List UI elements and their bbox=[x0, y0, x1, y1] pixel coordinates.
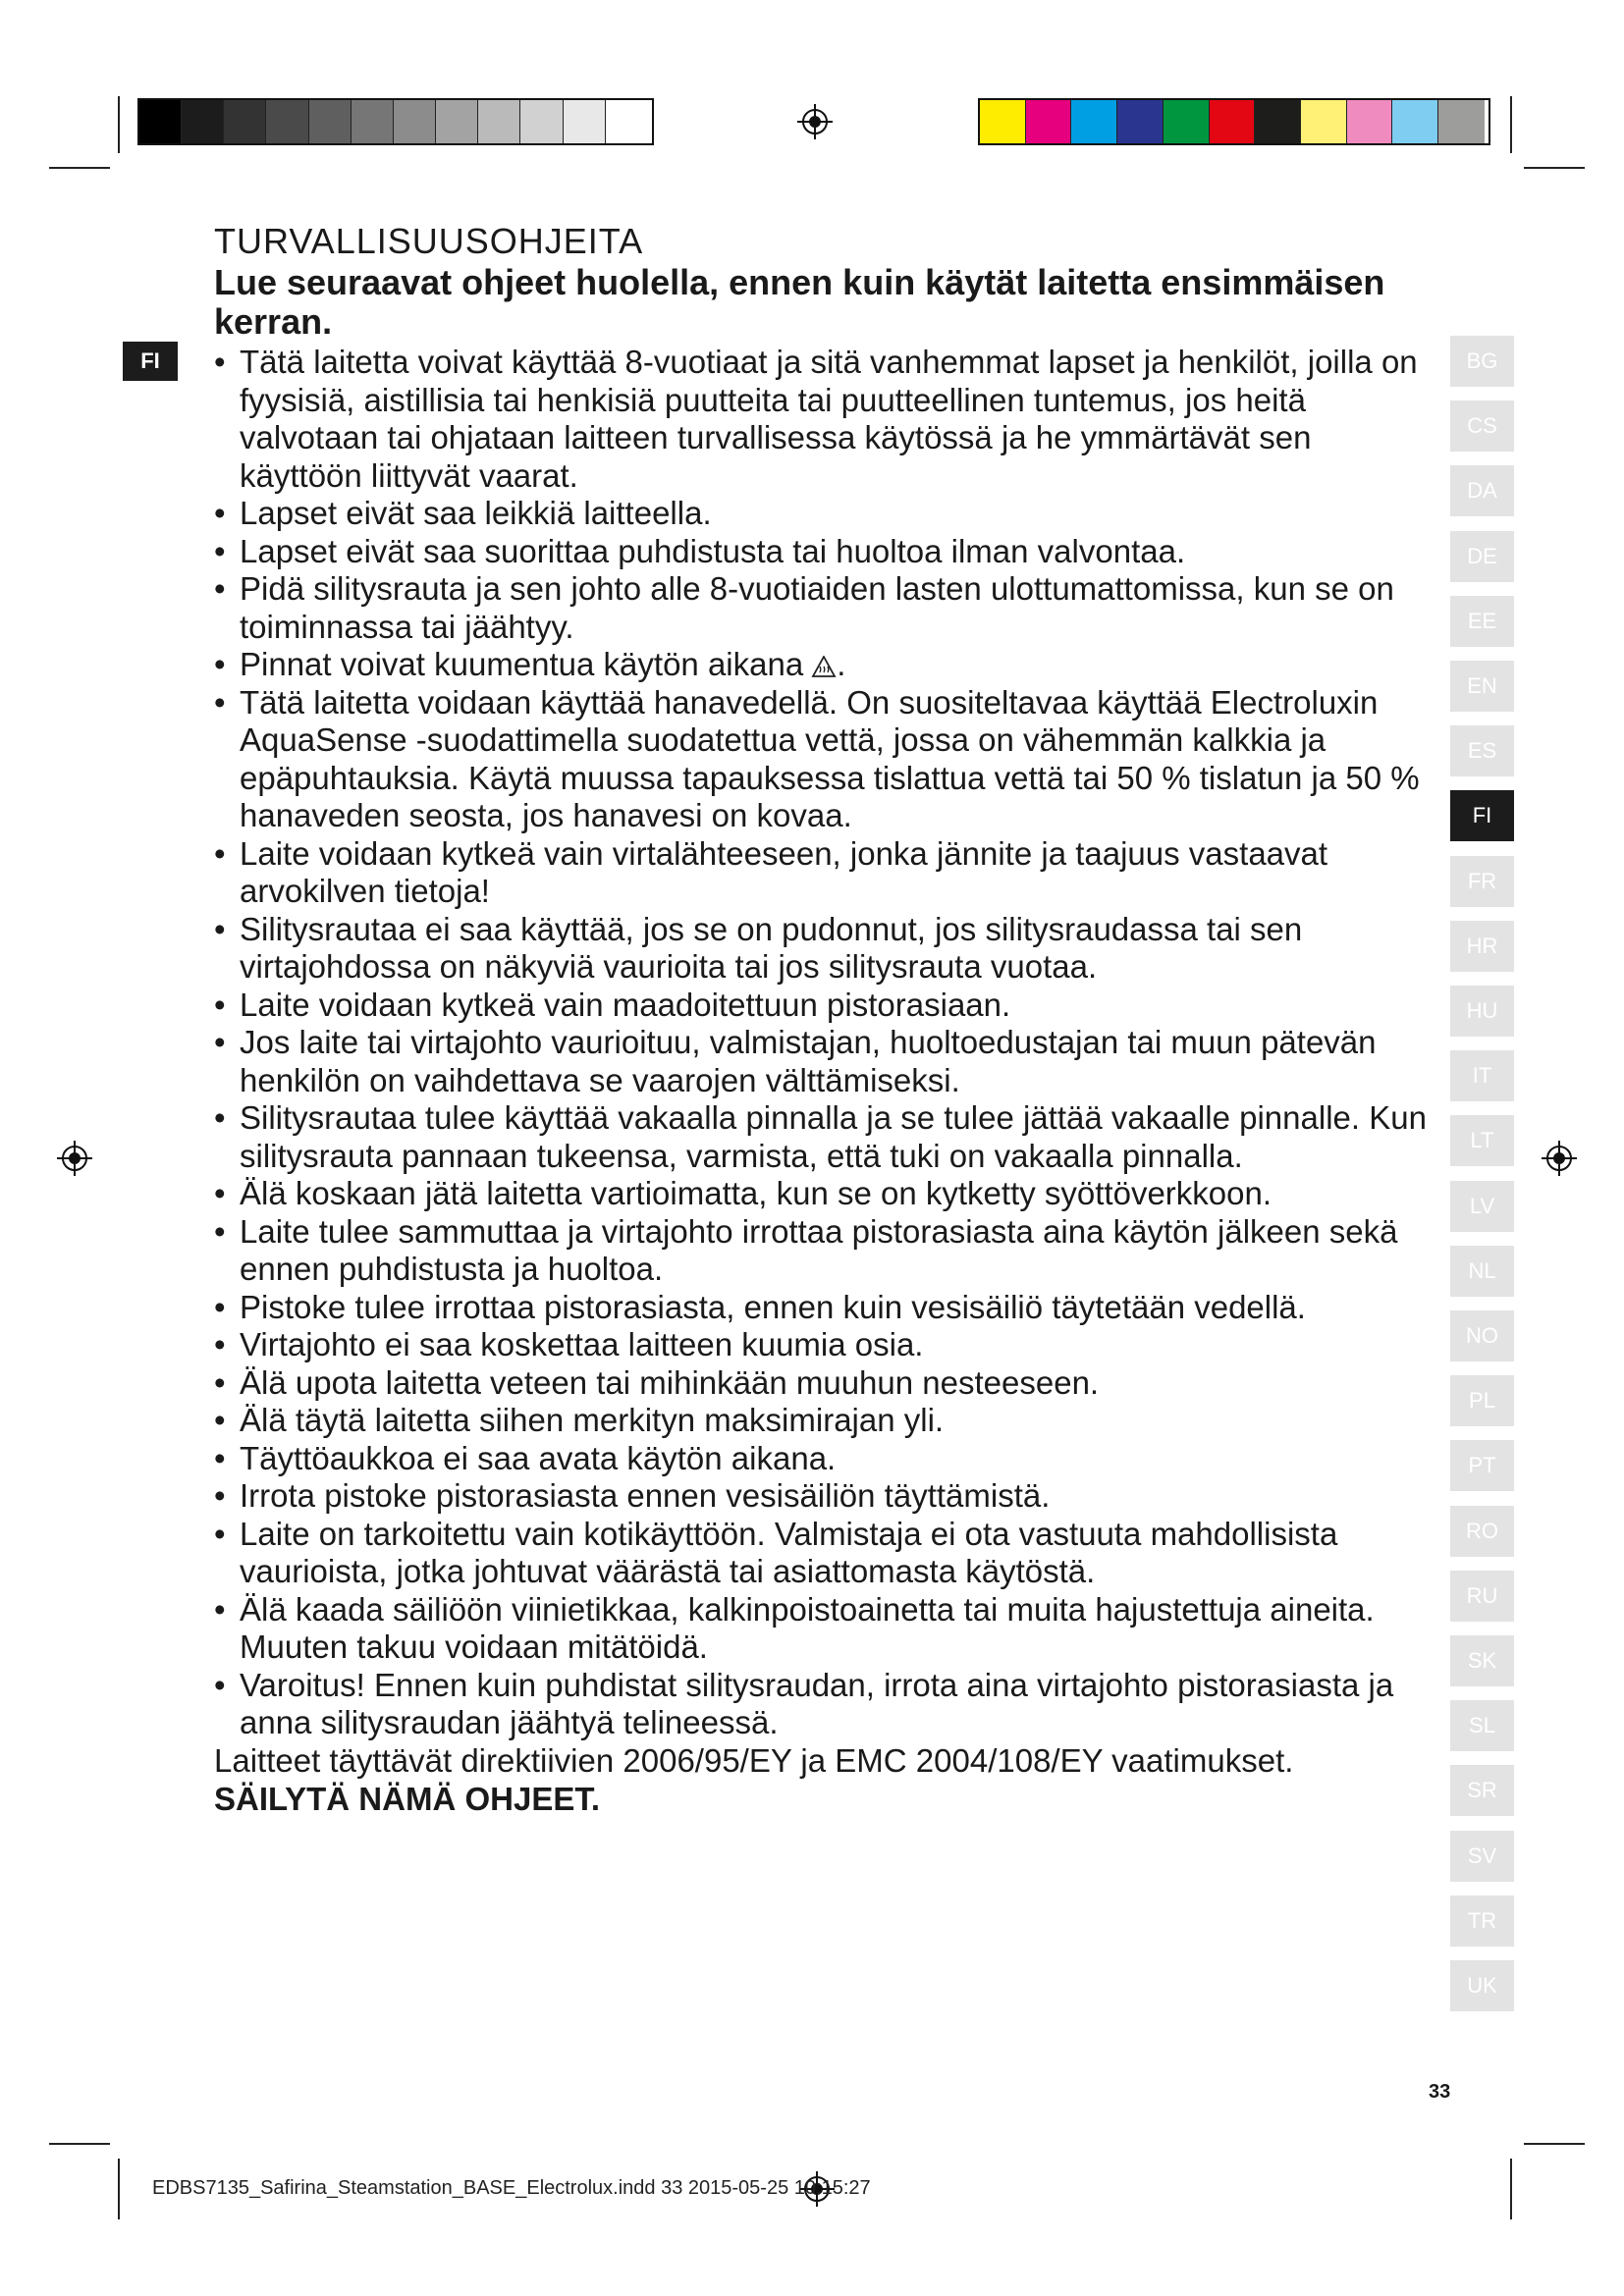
list-item-text: Irrota pistoke pistorasiasta ennen vesisäiliön täyttämistä. bbox=[240, 1477, 1051, 1514]
color-swatch bbox=[1210, 100, 1256, 143]
crop-mark bbox=[1524, 2143, 1585, 2145]
list-item-text: Pistoke tulee irrottaa pistorasiasta, ennen kuin vesisäiliö täytetään vedellä. bbox=[240, 1288, 1306, 1325]
list-item bbox=[214, 987, 1432, 1025]
list-item bbox=[214, 533, 1432, 571]
section-title: TURVALLISUUSOHJEITA bbox=[214, 221, 644, 261]
print-footer bbox=[152, 2177, 871, 2200]
list-item bbox=[214, 684, 1432, 835]
color-swatch bbox=[1438, 100, 1485, 143]
list-item bbox=[214, 495, 1432, 533]
color-swatch bbox=[182, 100, 224, 143]
language-tab-pl: PL bbox=[1450, 1375, 1514, 1426]
color-swatch bbox=[564, 100, 606, 143]
language-tab-fi: FI bbox=[1450, 790, 1514, 841]
list-item bbox=[214, 1326, 1432, 1364]
language-tab-ru: RU bbox=[1450, 1571, 1514, 1622]
language-tab-da: DA bbox=[1450, 465, 1514, 516]
color-swatch bbox=[309, 100, 352, 143]
list-item-text: Pidä silitysrauta ja sen johto alle 8-vuotiaiden lasten ulottumattomissa, kun se on toiminnassa tai jäähtyy. bbox=[240, 570, 1394, 645]
list-item-text: Silitysrautaa ei saa käyttää, jos se on pudonnut, jos silitysraudassa tai sen virtajohdossa on näkyviä vaurioita tai jos silitysrauta vuotaa. bbox=[240, 910, 1303, 985]
crop-mark bbox=[1510, 2159, 1512, 2219]
list-item-text: Pinnat voivat kuumentua käytön aikana bbox=[240, 646, 804, 682]
crop-mark bbox=[1524, 167, 1585, 169]
cmyk-color-bar bbox=[978, 98, 1490, 145]
page-number: 33 bbox=[1429, 2081, 1451, 2103]
list-item bbox=[214, 1364, 1432, 1403]
language-tab-sv: SV bbox=[1450, 1831, 1514, 1882]
list-item-text: Laite tulee sammuttaa ja virtajohto irrottaa pistorasiasta aina käytön jälkeen sekä ennen puhdistusta ja huoltoa. bbox=[240, 1212, 1398, 1287]
list-item bbox=[214, 570, 1432, 646]
list-item-text: Laite on tarkoitettu vain kotikäyttöön. Valmistaja ei ota vastuuta mahdollisista vaurioista, jotka johtuvat väärästä tai asiattomasta käytöstä. bbox=[240, 1515, 1338, 1589]
color-swatch bbox=[224, 100, 266, 143]
language-tab-es: ES bbox=[1450, 725, 1514, 776]
list-item-text: Älä täytä laitetta siihen merkityn maksimirajan yli. bbox=[240, 1402, 945, 1438]
list-item-text: Tätä laitetta voidaan käyttää hanavedellä. On suositeltavaa käyttää Electroluxin AquaSense -suodattimella suodatettua vettä, jossa on vähemmän kalkkia ja epäpuhtauksia. Käytä muussa tapauksessa tislattua vettä tai 50 % tislatun ja 50 % hanaveden seosta, jos hanavesi on kovaa. bbox=[240, 683, 1420, 833]
language-tab-en: EN bbox=[1450, 661, 1514, 712]
color-swatch bbox=[1026, 100, 1072, 143]
list-item-text: Silitysrautaa tulee käyttää vakaalla pinnalla ja se tulee jättää vakaalle pinnalle. Kun silitysrauta pannaan tukeensa, varmista, että tuki on vakaalla pinnalla. bbox=[240, 1099, 1427, 1174]
color-swatch bbox=[436, 100, 478, 143]
language-tab-nl: NL bbox=[1450, 1246, 1514, 1297]
crop-mark bbox=[49, 2143, 110, 2145]
color-swatch bbox=[1117, 100, 1164, 143]
language-tab-sk: SK bbox=[1450, 1635, 1514, 1686]
list-item-text: Jos laite tai virtajohto vaurioituu, valmistajan, huoltoedustajan tai muun pätevän henkilön on vaihdettava se vaarojen välttämiseksi. bbox=[240, 1024, 1377, 1098]
list-item-text: Lapset eivät saa leikkiä laitteella. bbox=[240, 495, 712, 531]
color-swatch bbox=[1164, 100, 1210, 143]
color-swatch bbox=[478, 100, 520, 143]
language-tab-fr: FR bbox=[1450, 856, 1514, 907]
language-tab-sr: SR bbox=[1450, 1765, 1514, 1816]
language-tab-it: IT bbox=[1450, 1050, 1514, 1101]
color-swatch bbox=[980, 100, 1026, 143]
language-tab-lt: LT bbox=[1450, 1115, 1514, 1166]
language-tab-sl: SL bbox=[1450, 1700, 1514, 1751]
language-tab-de: DE bbox=[1450, 531, 1514, 582]
color-swatch bbox=[394, 100, 436, 143]
lead-paragraph: Lue seuraavat ohjeet huolella, ennen kuin käytät laitetta ensimmäisen kerran. bbox=[214, 262, 1385, 342]
registration-mark-icon bbox=[1540, 1139, 1579, 1178]
language-tab-uk: UK bbox=[1450, 1960, 1514, 2011]
list-item-text: Älä upota laitetta veteen tai mihinkään muuhun nesteeseen. bbox=[240, 1363, 1100, 1401]
color-swatch bbox=[266, 100, 308, 143]
crop-mark bbox=[118, 2159, 120, 2219]
color-swatch bbox=[606, 100, 648, 143]
language-tab-pt: PT bbox=[1450, 1440, 1514, 1491]
list-item-text: Älä koskaan jätä laitetta vartioimatta, kun se on kytketty syöttöverkkoon. bbox=[240, 1175, 1272, 1211]
language-tab-hu: HU bbox=[1450, 986, 1514, 1037]
list-item bbox=[214, 1213, 1432, 1289]
list-item-text: Älä kaada säiliöön viinietikkaa, kalkinpoistoainetta tai muita hajustettuja aineita. Muuten takuu voidaan mitätöidä. bbox=[240, 1590, 1375, 1665]
language-tab-ee: EE bbox=[1450, 596, 1514, 647]
list-item-text: Varoitus! Ennen kuin puhdistat silitysraudan, irrota aina virtajohto pistorasiasta ja anna silitysraudan jäähtyä telineessä. bbox=[240, 1666, 1394, 1740]
list-item bbox=[214, 1099, 1432, 1175]
list-item-text: Virtajohto ei saa koskettaa laitteen kuumia osia. bbox=[240, 1326, 924, 1362]
footer-slug: EDBS7135_Safirina_Steamstation_BASE_Electrolux.indd 33 bbox=[152, 2177, 683, 2199]
list-item-text: Tätä laitetta voivat käyttää 8-vuotiaat ja sitä vanhemmat lapset ja henkilöt, joilla on fyysisiä, aistillisia tai henkisiä puutteita tai puutteellinen tuntemus, jos heitä valvotaan tai ohjataan laitteen turvallisessa käytössä ja he ymmärtävät sen käyttöön liittyvät vaarat. bbox=[240, 344, 1418, 494]
list-item bbox=[214, 1477, 1432, 1516]
language-tab-tr: TR bbox=[1450, 1896, 1514, 1947]
registration-mark-icon bbox=[795, 102, 835, 141]
color-swatch bbox=[1301, 100, 1347, 143]
color-swatch bbox=[1392, 100, 1438, 143]
list-item-text: Laite voidaan kytkeä vain virtalähteeseen, jonka jännite ja taajuus vastaavat arvokilven tietoja! bbox=[240, 834, 1328, 909]
list-item-text: Täyttöaukkoa ei saa avata käytön aikana. bbox=[240, 1439, 837, 1476]
crop-mark bbox=[49, 167, 110, 169]
list-item-text: Lapset eivät saa suorittaa puhdistusta tai huoltoa ilman valvontaa. bbox=[240, 532, 1186, 569]
language-tab-lv: LV bbox=[1450, 1181, 1514, 1232]
language-tab-hr: HR bbox=[1450, 921, 1514, 972]
list-item bbox=[214, 344, 1432, 495]
language-tab-cs: CS bbox=[1450, 400, 1514, 452]
list-item bbox=[214, 1175, 1432, 1213]
list-item-text: Laite voidaan kytkeä vain maadoitettuun pistorasiaan. bbox=[240, 986, 1011, 1023]
safety-instructions bbox=[214, 222, 1432, 1819]
color-swatch bbox=[352, 100, 394, 143]
list-item bbox=[214, 1402, 1432, 1440]
color-swatch bbox=[139, 100, 182, 143]
color-swatch bbox=[1255, 100, 1301, 143]
crop-mark bbox=[1510, 96, 1512, 153]
color-swatch bbox=[1071, 100, 1117, 143]
language-tab-ro: RO bbox=[1450, 1506, 1514, 1557]
hot-surface-warning-icon bbox=[811, 656, 837, 677]
language-tab-no: NO bbox=[1450, 1310, 1514, 1362]
list-item bbox=[214, 1667, 1432, 1742]
instruction-list bbox=[214, 344, 1432, 1742]
list-item bbox=[214, 911, 1432, 987]
crop-mark bbox=[118, 96, 120, 153]
footer-timestamp: 2015-05-25 10:15:27 bbox=[687, 2177, 871, 2199]
language-marker: FI bbox=[123, 342, 178, 381]
list-item bbox=[214, 1440, 1432, 1478]
registration-mark-icon bbox=[55, 1139, 94, 1178]
language-tab-bg: BG bbox=[1450, 336, 1514, 387]
directive-note: Laitteet täyttävät direktiivien 2006/95/EY ja EMC 2004/108/EY vaatimukset. bbox=[214, 1741, 1294, 1779]
list-item: • Pinnat voivat kuumentua käytön aikana . bbox=[214, 646, 1432, 684]
color-swatch bbox=[520, 100, 563, 143]
color-swatch bbox=[1347, 100, 1393, 143]
list-item bbox=[214, 1289, 1432, 1327]
list-item bbox=[214, 1516, 1432, 1591]
list-item bbox=[214, 1024, 1432, 1099]
list-item bbox=[214, 835, 1432, 911]
grayscale-color-bar bbox=[137, 98, 654, 145]
list-item bbox=[214, 1591, 1432, 1667]
save-instructions-note: SÄILYTÄ NÄMÄ OHJEET. bbox=[214, 1781, 601, 1817]
